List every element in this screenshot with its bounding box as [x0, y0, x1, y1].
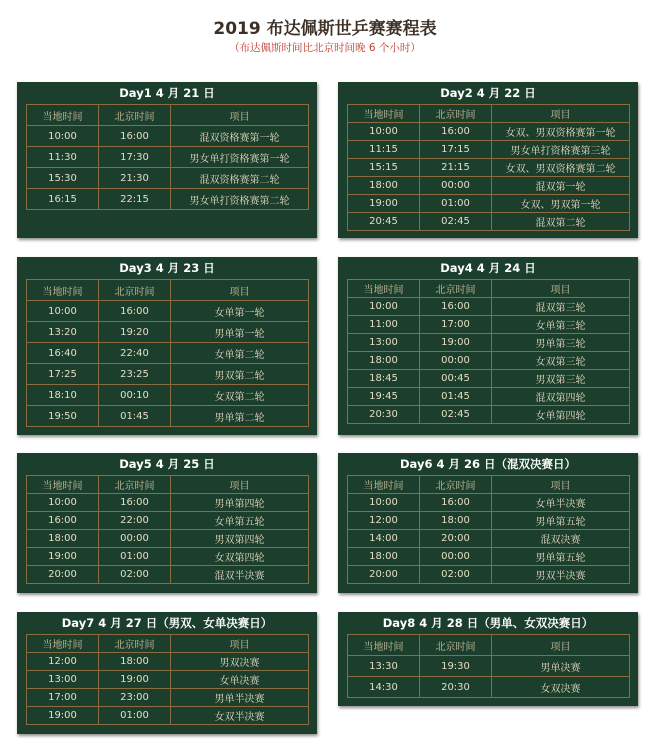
local-time-cell: 18:00	[27, 530, 99, 548]
table-row	[348, 141, 630, 159]
local-time-cell: 19:00	[27, 548, 99, 566]
table-row	[27, 530, 309, 548]
event-cell: 女单第五轮	[171, 512, 309, 530]
beijing-time-cell: 18:00	[420, 512, 492, 530]
local-time-header: 当地时间	[27, 280, 99, 301]
beijing-time-cell: 19:20	[99, 322, 171, 343]
event-cell: 女双决赛	[492, 677, 630, 698]
schedule-table	[26, 634, 309, 725]
table-row	[27, 707, 309, 725]
table-row	[27, 322, 309, 343]
table-row	[348, 388, 630, 406]
local-time-header: 当地时间	[27, 635, 99, 653]
local-time-cell: 10:00	[27, 301, 99, 322]
event-header: 项目	[171, 476, 309, 494]
local-time-cell: 18:00	[348, 352, 420, 370]
local-time-cell: 14:30	[348, 677, 420, 698]
table-header-row	[27, 635, 309, 653]
beijing-time-cell: 00:10	[99, 385, 171, 406]
local-time-header: 当地时间	[27, 476, 99, 494]
event-cell: 女双第四轮	[171, 548, 309, 566]
day-panel	[338, 612, 638, 706]
beijing-time-cell: 22:40	[99, 343, 171, 364]
table-header-row	[27, 105, 309, 126]
local-time-cell: 17:25	[27, 364, 99, 385]
beijing-time-cell: 23:25	[99, 364, 171, 385]
beijing-time-header: 北京时间	[99, 476, 171, 494]
local-time-cell: 18:00	[348, 177, 420, 195]
beijing-time-header: 北京时间	[420, 635, 492, 656]
beijing-time-cell: 01:00	[99, 707, 171, 725]
local-time-cell: 20:00	[27, 566, 99, 584]
event-cell: 男单决赛	[492, 656, 630, 677]
beijing-time-header: 北京时间	[99, 280, 171, 301]
event-cell: 男双决赛	[171, 653, 309, 671]
table-row	[348, 316, 630, 334]
beijing-time-cell: 02:45	[420, 406, 492, 424]
schedule-table	[347, 634, 630, 698]
local-time-cell: 13:00	[27, 671, 99, 689]
day-header: Day5 4 月 25 日	[119, 457, 215, 471]
local-time-cell: 20:45	[348, 213, 420, 231]
schedule-table	[347, 104, 630, 231]
event-cell: 男单第五轮	[492, 512, 630, 530]
table-row	[348, 298, 630, 316]
day-header: Day2 4 月 22 日	[440, 86, 536, 100]
beijing-time-cell: 16:00	[99, 494, 171, 512]
table-row	[348, 530, 630, 548]
beijing-time-cell: 02:00	[99, 566, 171, 584]
local-time-cell: 18:45	[348, 370, 420, 388]
beijing-time-cell: 02:45	[420, 213, 492, 231]
local-time-cell: 12:00	[348, 512, 420, 530]
event-cell: 男单第五轮	[492, 548, 630, 566]
local-time-cell: 10:00	[27, 494, 99, 512]
schedule-table	[347, 279, 630, 424]
event-cell: 女单第三轮	[492, 316, 630, 334]
event-header: 项目	[492, 476, 630, 494]
beijing-time-cell: 20:00	[420, 530, 492, 548]
beijing-time-header: 北京时间	[420, 105, 492, 123]
event-cell: 女双、男双第一轮	[492, 195, 630, 213]
table-row	[348, 213, 630, 231]
beijing-time-header: 北京时间	[99, 105, 171, 126]
local-time-cell: 13:20	[27, 322, 99, 343]
local-time-header: 当地时间	[348, 635, 420, 656]
local-time-cell: 11:30	[27, 147, 99, 168]
local-time-cell: 10:00	[348, 494, 420, 512]
event-cell: 混双半决赛	[171, 566, 309, 584]
table-row	[27, 566, 309, 584]
beijing-time-cell: 01:00	[99, 548, 171, 566]
event-cell: 男女单打资格赛第一轮	[171, 147, 309, 168]
beijing-time-cell: 22:00	[99, 512, 171, 530]
page-title: 2019 布达佩斯世乒赛赛程表	[213, 19, 437, 39]
beijing-time-cell: 01:00	[420, 195, 492, 213]
event-cell: 混双第三轮	[492, 298, 630, 316]
local-time-cell: 10:00	[348, 123, 420, 141]
beijing-time-cell: 20:30	[420, 677, 492, 698]
local-time-cell: 13:30	[348, 656, 420, 677]
event-cell: 混双决赛	[492, 530, 630, 548]
local-time-header: 当地时间	[348, 105, 420, 123]
beijing-time-cell: 00:00	[99, 530, 171, 548]
beijing-time-cell: 00:00	[420, 548, 492, 566]
local-time-cell: 14:00	[348, 530, 420, 548]
beijing-time-cell: 00:00	[420, 177, 492, 195]
event-cell: 女单第二轮	[171, 343, 309, 364]
local-time-cell: 19:45	[348, 388, 420, 406]
day-panel	[17, 257, 317, 435]
day-panel	[338, 82, 638, 238]
local-time-cell: 18:10	[27, 385, 99, 406]
beijing-time-cell: 16:00	[99, 301, 171, 322]
day-header: Day1 4 月 21 日	[119, 86, 215, 100]
schedule-table	[26, 279, 309, 427]
schedule-table	[26, 104, 309, 210]
beijing-time-header: 北京时间	[99, 635, 171, 653]
table-header-row	[348, 476, 630, 494]
local-time-cell: 19:00	[27, 707, 99, 725]
event-cell: 女双半决赛	[171, 707, 309, 725]
event-cell: 男双第二轮	[171, 364, 309, 385]
table-row	[348, 334, 630, 352]
table-row	[27, 126, 309, 147]
local-time-cell: 17:00	[27, 689, 99, 707]
table-row	[27, 168, 309, 189]
local-time-cell: 15:15	[348, 159, 420, 177]
schedule-table	[347, 475, 630, 584]
day-header: Day8 4 月 28 日（男单、女双决赛日）	[382, 616, 594, 630]
day-header: Day6 4 月 26 日（混双决赛日）	[400, 457, 576, 471]
beijing-time-cell: 19:00	[420, 334, 492, 352]
event-header: 项目	[492, 635, 630, 656]
local-time-cell: 16:15	[27, 189, 99, 210]
table-row	[348, 352, 630, 370]
local-time-cell: 19:00	[348, 195, 420, 213]
local-time-header: 当地时间	[348, 280, 420, 298]
day-header: Day3 4 月 23 日	[119, 261, 215, 275]
table-row	[27, 385, 309, 406]
beijing-time-cell: 16:00	[99, 126, 171, 147]
local-time-cell: 20:30	[348, 406, 420, 424]
event-cell: 女双第二轮	[171, 385, 309, 406]
beijing-time-cell: 22:15	[99, 189, 171, 210]
event-cell: 女单第一轮	[171, 301, 309, 322]
schedule-table	[26, 475, 309, 584]
event-cell: 混双资格赛第二轮	[171, 168, 309, 189]
local-time-cell: 12:00	[27, 653, 99, 671]
event-cell: 男女单打资格赛第二轮	[171, 189, 309, 210]
table-row	[348, 177, 630, 195]
day-panel	[17, 612, 317, 734]
beijing-time-cell: 17:15	[420, 141, 492, 159]
local-time-cell: 11:00	[348, 316, 420, 334]
local-time-header: 当地时间	[27, 105, 99, 126]
event-cell: 女单决赛	[171, 671, 309, 689]
event-cell: 男双第三轮	[492, 370, 630, 388]
table-row	[348, 512, 630, 530]
event-cell: 女双第三轮	[492, 352, 630, 370]
beijing-time-cell: 19:00	[99, 671, 171, 689]
table-row	[348, 677, 630, 698]
beijing-time-cell: 17:00	[420, 316, 492, 334]
event-header: 项目	[171, 280, 309, 301]
beijing-time-cell: 01:45	[420, 388, 492, 406]
event-cell: 女单第四轮	[492, 406, 630, 424]
event-cell: 混双资格赛第一轮	[171, 126, 309, 147]
event-cell: 女双、男双资格赛第一轮	[492, 123, 630, 141]
beijing-time-header: 北京时间	[420, 476, 492, 494]
day-header: Day7 4 月 27 日（男双、女单决赛日）	[61, 616, 273, 630]
beijing-time-cell: 18:00	[99, 653, 171, 671]
table-row	[348, 566, 630, 584]
table-row	[348, 370, 630, 388]
local-time-cell: 19:50	[27, 406, 99, 427]
event-cell: 女单半决赛	[492, 494, 630, 512]
event-cell: 混双第一轮	[492, 177, 630, 195]
day-panel	[338, 453, 638, 593]
event-cell: 男单第三轮	[492, 334, 630, 352]
table-row	[348, 406, 630, 424]
event-header: 项目	[171, 635, 309, 653]
event-cell: 男单第四轮	[171, 494, 309, 512]
local-time-cell: 20:00	[348, 566, 420, 584]
event-header: 项目	[492, 105, 630, 123]
page-subtitle: （布达佩斯时间比北京时间晚 6 个小时）	[229, 42, 421, 54]
beijing-time-cell: 21:30	[99, 168, 171, 189]
table-header-row	[348, 280, 630, 298]
beijing-time-cell: 00:45	[420, 370, 492, 388]
event-cell: 男单第二轮	[171, 406, 309, 427]
table-row	[348, 123, 630, 141]
table-row	[27, 189, 309, 210]
table-row	[27, 494, 309, 512]
table-row	[348, 159, 630, 177]
local-time-header: 当地时间	[348, 476, 420, 494]
event-header: 项目	[171, 105, 309, 126]
table-row	[27, 512, 309, 530]
local-time-cell: 16:00	[27, 512, 99, 530]
beijing-time-cell: 02:00	[420, 566, 492, 584]
table-row	[27, 147, 309, 168]
local-time-cell: 10:00	[27, 126, 99, 147]
event-cell: 男双半决赛	[492, 566, 630, 584]
table-row	[27, 689, 309, 707]
local-time-cell: 16:40	[27, 343, 99, 364]
beijing-time-cell: 00:00	[420, 352, 492, 370]
event-cell: 女双、男双资格赛第二轮	[492, 159, 630, 177]
table-header-row	[27, 476, 309, 494]
beijing-time-cell: 16:00	[420, 298, 492, 316]
beijing-time-cell: 17:30	[99, 147, 171, 168]
day-panel	[17, 453, 317, 593]
event-cell: 男单第一轮	[171, 322, 309, 343]
table-row	[348, 656, 630, 677]
beijing-time-cell: 16:00	[420, 494, 492, 512]
event-header: 项目	[492, 280, 630, 298]
table-row	[27, 406, 309, 427]
beijing-time-cell: 19:30	[420, 656, 492, 677]
table-row	[27, 548, 309, 566]
event-cell: 男双第四轮	[171, 530, 309, 548]
event-cell: 混双第四轮	[492, 388, 630, 406]
table-header-row	[348, 105, 630, 123]
beijing-time-header: 北京时间	[420, 280, 492, 298]
beijing-time-cell: 16:00	[420, 123, 492, 141]
event-cell: 混双第二轮	[492, 213, 630, 231]
table-row	[27, 671, 309, 689]
local-time-cell: 15:30	[27, 168, 99, 189]
event-cell: 男单半决赛	[171, 689, 309, 707]
table-row	[27, 301, 309, 322]
day-panel	[17, 82, 317, 238]
local-time-cell: 18:00	[348, 548, 420, 566]
table-row	[27, 343, 309, 364]
beijing-time-cell: 23:00	[99, 689, 171, 707]
day-header: Day4 4 月 24 日	[440, 261, 536, 275]
table-row	[27, 364, 309, 385]
table-row	[27, 653, 309, 671]
local-time-cell: 11:15	[348, 141, 420, 159]
beijing-time-cell: 01:45	[99, 406, 171, 427]
event-cell: 男女单打资格赛第三轮	[492, 141, 630, 159]
table-row	[348, 195, 630, 213]
table-row	[348, 548, 630, 566]
local-time-cell: 10:00	[348, 298, 420, 316]
table-header-row	[348, 635, 630, 656]
table-header-row	[27, 280, 309, 301]
day-panel	[338, 257, 638, 435]
table-row	[348, 494, 630, 512]
beijing-time-cell: 21:15	[420, 159, 492, 177]
local-time-cell: 13:00	[348, 334, 420, 352]
